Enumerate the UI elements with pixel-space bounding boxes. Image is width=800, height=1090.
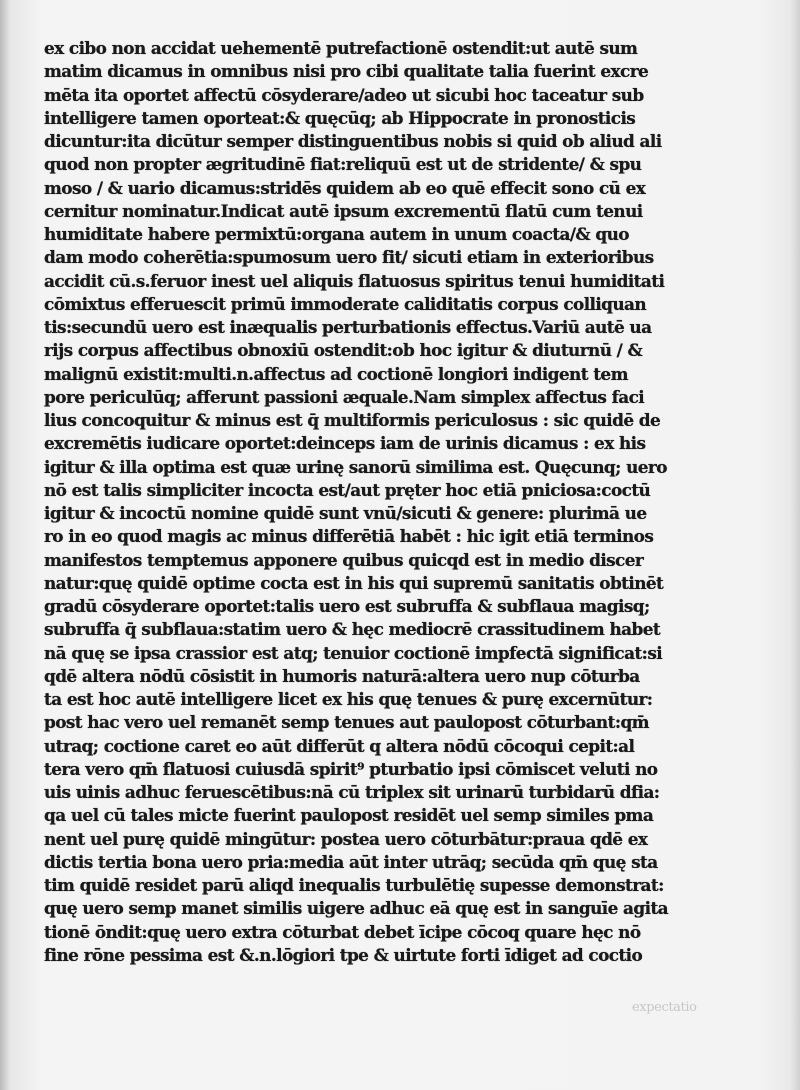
text-line: qdē altera nōdū cōsistit in humoris naturā:altera uero nup cōturba [44,666,640,687]
catchword: expectatio [632,1000,697,1015]
text-line: dictis tertia bona uero pria:media aūt inter utrāq; secūda qm̄ quę sta [44,852,658,873]
text-line: natur:quę quidē optime cocta est in his qui supremū sanitatis obtinēt [44,573,664,594]
text-line: utraq; coctione caret eo aūt differūt q altera nōdū cōcoqui cepit:al [44,736,635,757]
text-line: dam modo coherētia:spumosum uero fit/ sicuti etiam in exterioribus [44,248,654,269]
text-line: fine rōne pessima est &.n.lōgiori tpe & uirtute forti īdiget ad coctio [44,945,643,966]
text-line: subruffa q̄ subflaua:statim uero & hęc mediocrē crassitudinem habet [44,620,661,641]
text-line: qa uel cū tales micte fuerint paulopost residēt uel semp similes pma [44,806,654,827]
text-line: mēta ita oportet affectū cōsyderare/adeo ut sicubi hoc taceatur sub [44,85,644,106]
text-line: humiditate habere permixtū:organa autem in unum coacta/& quo [44,225,629,245]
text-line: igitur & incoctū nomine quidē sunt vnū/sicuti & genere: plurimā ue [44,504,647,524]
text-line: quę uero semp manet similis uigere adhuc eā quę est in sanguīe agita [44,899,668,920]
text-line: matim dicamus in omnibus nisi pro cibi qualitate talia fuerint excre [44,62,649,83]
text-line: pore periculūq; afferunt passioni æquale.Nam simplex affectus faci [44,387,645,408]
text-line: excremētis iudicare oportet:deinceps iam de urinis dicamus : ex his [44,434,646,455]
text-line: tera vero qm̄ flatuosi cuiusdā spirit⁹ pturbatio ipsi cōmiscet veluti no [44,759,658,780]
text-line: ta est hoc autē intelligere licet ex his quę tenues & purę excernūtur: [44,690,653,710]
text-line: quod non propter ægritudinē fiat:reliquū est ut de stridente/ & spu [44,155,642,176]
text-line: manifestos temptemus apponere quibus quicqd est in medio discer [44,550,644,571]
text-line: gradū cōsyderare oportet:talis uero est subruffa & subflaua magisq; [44,597,650,617]
text-line: cōmixtus efferuescit primū immoderate caliditatis corpus colliquan [44,294,647,315]
text-line: lius concoquitur & minus est q̄ multiformis periculosus : sic quidē de [44,411,661,431]
text-line: post hac vero uel remanēt semp tenues aut paulopost cōturbant:qm̄ [44,713,649,734]
text-line: intelligere tamen oporteat:& quęcūq; ab Hippocrate in pronosticis [44,108,636,129]
text-line: nō est talis simpliciter incocta est/aut pręter hoc etiā pniciosa:coctū [44,480,651,501]
text-line: tis:secundū uero est inæqualis perturbationis effectus.Variū autē ua [44,318,652,338]
text-line: malignū existit:multi.n.affectus ad coctionē longiori indigent tem [44,364,628,385]
text-line: ex cibo non accidat uehementē putrefactionē ostendit:ut autē sum [44,39,638,59]
text-line: uis uinis adhuc feruescētibus:nā cū triplex sit urinarū turbidarū dfia: [44,783,660,803]
text-line: rijs corpus affectibus obnoxiū ostendit:ob hoc igitur & diuturnū / & [44,341,643,362]
printed-text-block [44,38,684,968]
text-line: cernitur nominatur.Indicat autē ipsum excrementū flatū cum tenui [44,201,643,222]
text-line: dicuntur:ita dicūtur semper distinguentibus nobis si quid ob aliud ali [44,132,662,152]
text-line: moso / & uario dicamus:stridēs quidem ab eo quē effecit sono cū ex [44,178,646,199]
text-line: igitur & illa optima est quæ urinę sanorū similima est. Quęcunq; uero [44,457,667,478]
text-line: tim quidē residet parū aliqd inequalis turbulētię supesse demonstrat: [44,876,664,896]
text-line: tionē ōndit:quę uero extra cōturbat debet īcipe cōcoq quare hęc nō [44,922,641,943]
text-line: ro in eo quod magis ac minus differētiā habēt : hic igit etiā terminos [44,527,654,548]
text-line: nent uel purę quidē mingūtur: postea uero cōturbātur:praua qdē ex [44,829,648,850]
text-line: accidit cū.s.feruor inest uel aliquis flatuosus spiritus tenui humiditati [44,271,665,292]
text-line: nā quę se ipsa crassior est atq; tenuior coctionē impfectā significat:si [44,643,663,664]
